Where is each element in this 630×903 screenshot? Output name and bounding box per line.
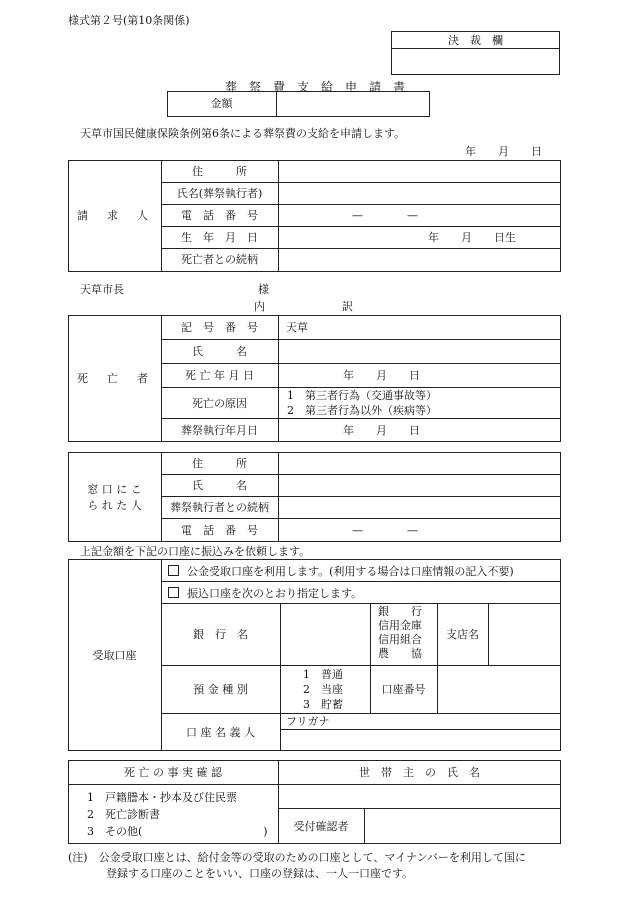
option-transfer-account[interactable] bbox=[168, 587, 362, 600]
amount-label: 金額 bbox=[210, 97, 233, 110]
honorific: 様 bbox=[258, 283, 269, 296]
claimant-group-label: 請 求 人 bbox=[77, 209, 152, 222]
claimant-relation-field[interactable] bbox=[279, 249, 560, 271]
bank-type-ja[interactable]: 農 協 bbox=[378, 647, 422, 660]
bank-type-shinkin[interactable]: 信用金庫 bbox=[378, 619, 422, 632]
cause-option-2[interactable]: 2 第三者行為以外（疾病等） bbox=[287, 404, 437, 417]
option-public-label: 公金受取口座を利用します。(利用する場合は口座情報の記入不要) bbox=[187, 565, 514, 578]
account-holder-field[interactable] bbox=[281, 730, 560, 750]
checkbox-icon[interactable] bbox=[168, 587, 179, 598]
confirm-item-3[interactable]: 3 その他( ) bbox=[87, 825, 268, 838]
visitor-relation-field[interactable] bbox=[279, 497, 560, 518]
visitor-group-label-1: 窓 口 に こ bbox=[87, 483, 142, 496]
visitor-phone-label: 電 話 番 号 bbox=[181, 524, 258, 537]
deposit-type-label: 預 金 種 別 bbox=[193, 683, 248, 696]
claimant-name-field[interactable] bbox=[279, 183, 560, 204]
visitor-address-field[interactable] bbox=[279, 453, 560, 474]
confirm-item-2[interactable]: 2 死亡診断書 bbox=[87, 808, 160, 821]
deceased-name-label: 氏 名 bbox=[192, 345, 247, 358]
account-holder-label: 口 座 名 義 人 bbox=[186, 726, 255, 739]
deposit-type-ordinary[interactable]: 1 普通 bbox=[303, 668, 343, 681]
claimant-phone-field[interactable]: — — bbox=[352, 209, 418, 222]
visitor-phone-field[interactable]: — — bbox=[352, 524, 418, 537]
claimant-phone-label: 電 話 番 号 bbox=[181, 209, 258, 222]
receipt-field[interactable] bbox=[365, 809, 560, 843]
furigana-label[interactable]: フリガナ bbox=[286, 715, 330, 728]
funeral-date-label: 葬祭執行年月日 bbox=[181, 424, 258, 437]
claimant-relation-label: 死亡者との続柄 bbox=[181, 253, 258, 266]
death-fact-label: 死 亡 の 事 実 確 認 bbox=[124, 766, 222, 779]
branch-field[interactable] bbox=[489, 604, 560, 665]
bank-type-bank[interactable]: 銀 行 bbox=[378, 605, 422, 618]
approval-box-label: 決 裁 欄 bbox=[448, 34, 503, 47]
visitor-name-label: 氏 名 bbox=[192, 479, 247, 492]
household-head-field[interactable] bbox=[279, 785, 560, 808]
deceased-symbol-field[interactable]: 天草 bbox=[286, 321, 308, 334]
visitor-relation-label: 葬祭執行者との続柄 bbox=[170, 501, 269, 514]
intro-text: 天草市国民健康保険条例第6条による葬祭費の支給を申請します。 bbox=[80, 127, 406, 140]
option-public-account[interactable] bbox=[168, 565, 514, 578]
deceased-name-field[interactable] bbox=[279, 340, 560, 363]
note-line-1: (注) 公金受取口座とは、給付金等の受取のための口座として、マイナンバーを利用して国に bbox=[68, 851, 526, 864]
amount-field[interactable] bbox=[277, 92, 429, 116]
transfer-request-text: 上記金額を下記の口座に振込みを依頼します。 bbox=[80, 545, 311, 558]
checkbox-icon[interactable] bbox=[168, 565, 179, 576]
claimant-address-label: 住 所 bbox=[192, 165, 247, 178]
household-head-label: 世 帯 主 の 氏 名 bbox=[359, 766, 480, 779]
mayor-label: 天草市長 bbox=[80, 283, 124, 296]
application-date[interactable]: 年 月 日 bbox=[465, 145, 542, 158]
page-title: 葬 祭 費 支 給 申 請 書 bbox=[224, 80, 405, 94]
visitor-group-label-2: ら れ た 人 bbox=[87, 499, 142, 512]
note-line-2: 登録する口座のことをいい、口座の登録は、一人一口座です。 bbox=[106, 867, 414, 880]
claimant-name-label: 氏名(葬祭執行者) bbox=[176, 187, 263, 200]
account-number-label: 口座番号 bbox=[381, 683, 426, 696]
cause-option-1[interactable]: 1 第三者行為（交通事故等） bbox=[287, 389, 437, 402]
funeral-date-field[interactable]: 年 月 日 bbox=[343, 424, 420, 437]
deceased-death-date-label: 死 亡 年 月 日 bbox=[185, 369, 254, 382]
claimant-birth-label: 生 年 月 日 bbox=[181, 231, 258, 244]
confirm-item-1[interactable]: 1 戸籍謄本・抄本及び住民票 bbox=[87, 791, 237, 804]
approval-field[interactable] bbox=[392, 49, 559, 74]
account-group-label: 受取口座 bbox=[92, 649, 137, 662]
deceased-group-label: 死 亡 者 bbox=[77, 372, 152, 385]
deposit-type-savings[interactable]: 3 貯蓄 bbox=[303, 698, 343, 711]
visitor-name-field[interactable] bbox=[279, 475, 560, 496]
bank-name-label: 銀 行 名 bbox=[193, 628, 248, 641]
deceased-death-date-field[interactable]: 年 月 日 bbox=[343, 369, 420, 382]
deposit-type-current[interactable]: 2 当座 bbox=[303, 683, 343, 696]
deceased-cause-label: 死亡の原因 bbox=[192, 397, 247, 410]
bank-type-kumiai[interactable]: 信用組合 bbox=[378, 633, 422, 646]
claimant-address-field[interactable] bbox=[279, 161, 560, 182]
account-number-field[interactable] bbox=[438, 666, 560, 713]
option-transfer-label: 振込口座を次のとおり指定します。 bbox=[187, 587, 363, 600]
branch-label: 支店名 bbox=[446, 628, 479, 641]
breakdown-label: 内 訳 bbox=[254, 300, 353, 313]
visitor-address-label: 住 所 bbox=[192, 457, 247, 470]
deceased-symbol-label: 記 号 番 号 bbox=[181, 321, 258, 334]
receipt-label: 受付確認者 bbox=[293, 820, 349, 833]
bank-name-field[interactable] bbox=[281, 604, 370, 665]
form-number: 様式第２号(第10条関係) bbox=[68, 14, 190, 27]
claimant-birth-field[interactable]: 年 月 日生 bbox=[428, 231, 516, 244]
